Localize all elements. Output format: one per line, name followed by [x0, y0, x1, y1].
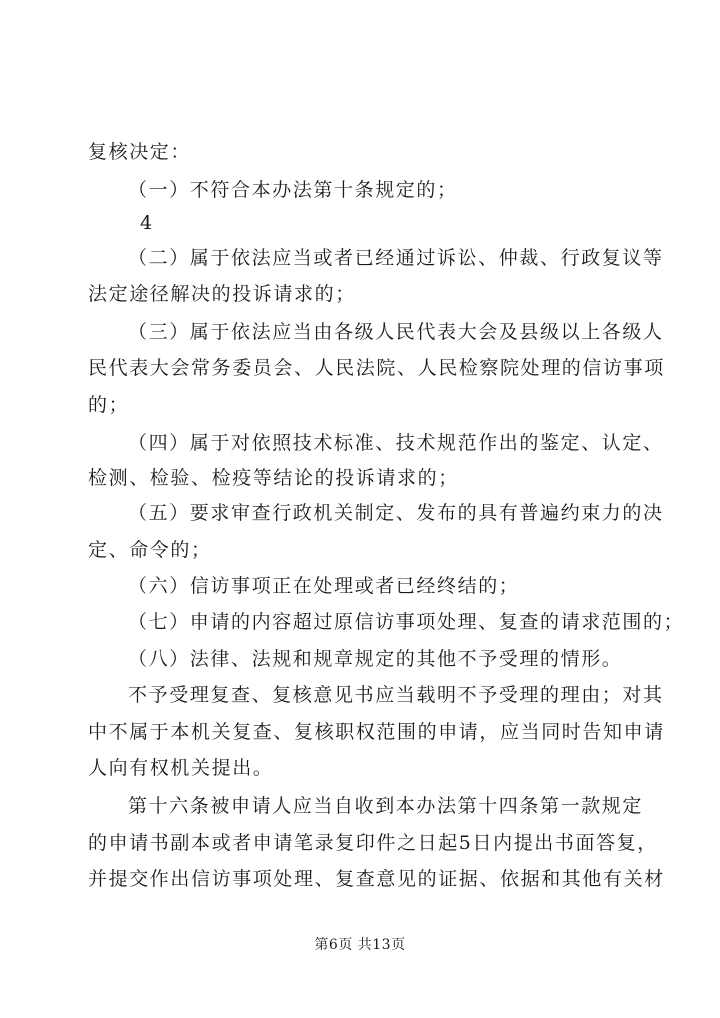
text-line: （一）不符合本办法第十条规定的；: [128, 179, 458, 201]
text-line: 检测、检验、检疫等结论的投诉请求的；: [88, 467, 459, 489]
text-line: （五）要求审查行政机关制定、发布的具有普遍约束力的决: [128, 502, 664, 524]
text-line: 法定途径解决的投诉请求的；: [88, 283, 356, 305]
text-line: 4: [140, 212, 154, 234]
text-line: （四）属于对依照技术标准、技术规范作出的鉴定、认定、: [128, 432, 664, 454]
text-line: （七）申请的内容超过原信访事项处理、复查的请求范围的；: [128, 611, 685, 633]
text-line: （三）属于依法应当由各级人民代表大会及县级以上各级人: [128, 321, 664, 343]
text-line: 并提交作出信访事项处理、复查意见的证据、依据和其他有关材: [88, 868, 665, 890]
text-line: 的申请书副本或者申请笔录复印件之日起5日内提出书面答复，: [88, 832, 658, 854]
text-line: 复核决定：: [88, 141, 192, 163]
text-line: 定、命令的；: [88, 539, 212, 561]
text-line: 不予受理复查、复核意见书应当载明不予受理的理由；对其: [128, 684, 664, 706]
text-line: （六）信访事项正在处理或者已经终结的；: [128, 575, 520, 597]
text-line: （二）属于依法应当或者已经通过诉讼、仲裁、行政复议等: [128, 247, 664, 269]
text-line: （八）法律、法规和规章规定的其他不予受理的情形。: [128, 648, 623, 670]
text-line: 民代表大会常务委员会、人民法院、人民检察院处理的信访事项: [88, 357, 665, 379]
text-line: 中不属于本机关复查、复核职权范围的申请，应当同时告知申请: [88, 721, 665, 743]
page-number: 第6页 共13页: [314, 937, 406, 953]
text-line: 人向有权机关提出。: [88, 757, 274, 779]
text-line: 第十六条被申请人应当自收到本办法第十四条第一款规定: [128, 795, 644, 817]
text-line: 的；: [88, 394, 130, 416]
